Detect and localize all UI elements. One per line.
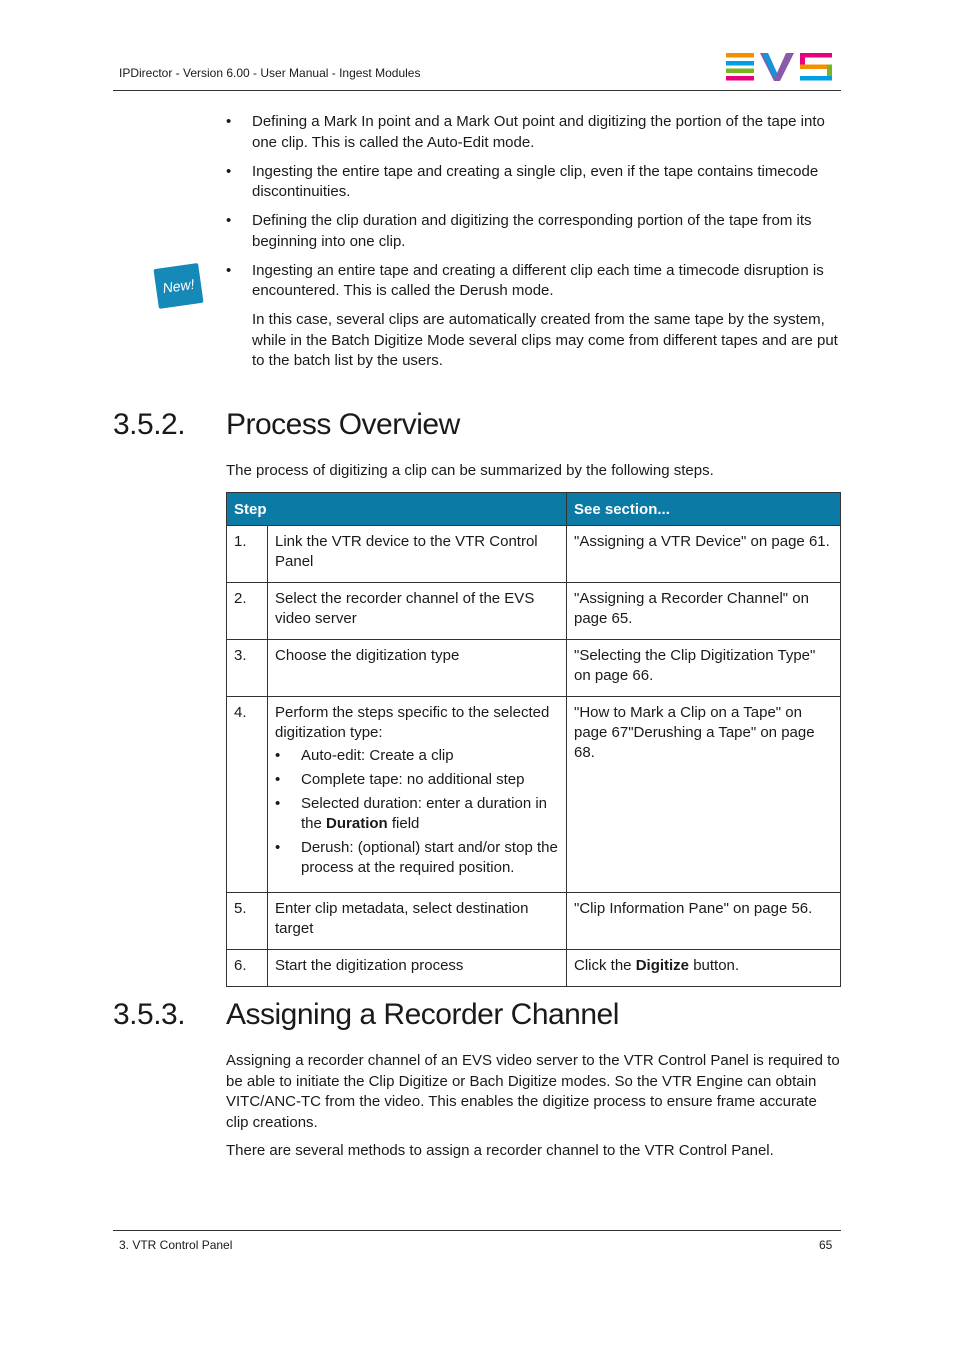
- recorder-channel-paragraph-2: There are several methods to assign a recorder channel to the VTR Control Panel.: [226, 1142, 774, 1159]
- new-badge-icon: [153, 262, 204, 310]
- section-title: Assigning a Recorder Channel: [226, 998, 619, 1031]
- step-description: [268, 697, 567, 893]
- footer-chapter: 3. VTR Control Panel: [119, 1238, 233, 1252]
- table-header-row: [227, 493, 841, 526]
- step-description: Enter clip metadata, select destination target: [268, 893, 567, 950]
- table-row: [227, 640, 841, 697]
- list-item: • Derush: (optional) start and/or stop the process at the required position.: [275, 839, 558, 876]
- digitization-type-list: [275, 746, 559, 878]
- table-row: [227, 697, 841, 893]
- step-description-text: Perform the steps specific to the selected digitization type:: [275, 704, 550, 741]
- section-number: 3.5.2.: [113, 408, 186, 441]
- new-badge-label: New!: [161, 275, 196, 297]
- process-intro: The process of digitizing a clip can be summarized by the following steps.: [226, 462, 714, 479]
- table-row: [227, 950, 841, 987]
- process-steps-table: [226, 492, 841, 987]
- section-heading-assigning-recorder-channel: [113, 998, 619, 1032]
- step-description: Link the VTR device to the VTR Control Panel: [268, 526, 567, 583]
- section-heading-process-overview: [113, 408, 460, 442]
- intro-bullet-list: [226, 112, 840, 372]
- list-item: • Ingesting the entire tape and creating a single clip, even if the tape contains timecode discontinuities.: [226, 162, 819, 200]
- see-section: Click the Digitize button.: [567, 950, 841, 987]
- step-number: 6.: [227, 950, 268, 987]
- step-number: 4.: [227, 697, 268, 893]
- list-item: • Defining the clip duration and digitizing the corresponding portion of the tape from its beginning into one clip.: [226, 212, 812, 250]
- see-section: "How to Mark a Clip on a Tape" on page 67"Derushing a Tape" on page 68.: [567, 697, 841, 893]
- section-title: Process Overview: [226, 408, 460, 441]
- list-item: • Selected duration: enter a duration in the Duration field: [275, 795, 547, 832]
- digitize-button-label: Digitize: [635, 957, 690, 974]
- see-section: "Selecting the Clip Digitization Type" on page 66.: [567, 640, 841, 697]
- step-number: 3.: [227, 640, 268, 697]
- list-item: • Defining a Mark In point and a Mark Out point and digitizing the portion of the tape into one clip. This is called the Auto-Edit mode.: [226, 113, 825, 151]
- table-row: [227, 526, 841, 583]
- list-item: • Ingesting an entire tape and creating a different clip each time a timecode disruption is encountered. This is called the Derush mode.: [226, 261, 824, 299]
- list-item: • Complete tape: no additional step: [275, 771, 525, 788]
- footer-rule: [113, 1230, 841, 1231]
- header-title: IPDirector - Version 6.00 - User Manual - Ingest Modules: [119, 66, 421, 80]
- see-section: "Assigning a Recorder Channel" on page 65.: [567, 583, 841, 640]
- see-section: "Clip Information Pane" on page 56.: [567, 893, 841, 950]
- table-row: [227, 583, 841, 640]
- see-section: "Assigning a VTR Device" on page 61.: [567, 526, 841, 583]
- step-description: Choose the digitization type: [268, 640, 567, 697]
- duration-field-label: Duration: [326, 815, 388, 832]
- section-number: 3.5.3.: [113, 998, 186, 1031]
- column-header-step: Step: [227, 493, 567, 526]
- step-number: 2.: [227, 583, 268, 640]
- list-item: • Auto-edit: Create a clip: [275, 747, 454, 764]
- footer-page-number: 65: [819, 1238, 833, 1252]
- header-rule: [113, 90, 841, 91]
- intro-subparagraph: In this case, several clips are automatically created from the same tape by the system, while in the Batch Digitize Mode several clips may come from different tapes and are put to the batch list by the users.: [252, 311, 838, 369]
- table-row: [227, 893, 841, 950]
- recorder-channel-paragraph-1: Assigning a recorder channel of an EVS video server to the VTR Control Panel is required to be able to initiate the Clip Digitize or Bach Digitize modes. So the VTR Engine can obtain VITC/ANC-TC from the video. This enables the digitize process to ensure frame accurate clip creations.: [226, 1052, 840, 1131]
- step-description: Select the recorder channel of the EVS video server: [268, 583, 567, 640]
- column-header-see-section: See section...: [567, 493, 841, 526]
- evs-logo: [726, 53, 834, 81]
- step-number: 5.: [227, 893, 268, 950]
- step-number: 1.: [227, 526, 268, 583]
- step-description: Start the digitization process: [268, 950, 567, 987]
